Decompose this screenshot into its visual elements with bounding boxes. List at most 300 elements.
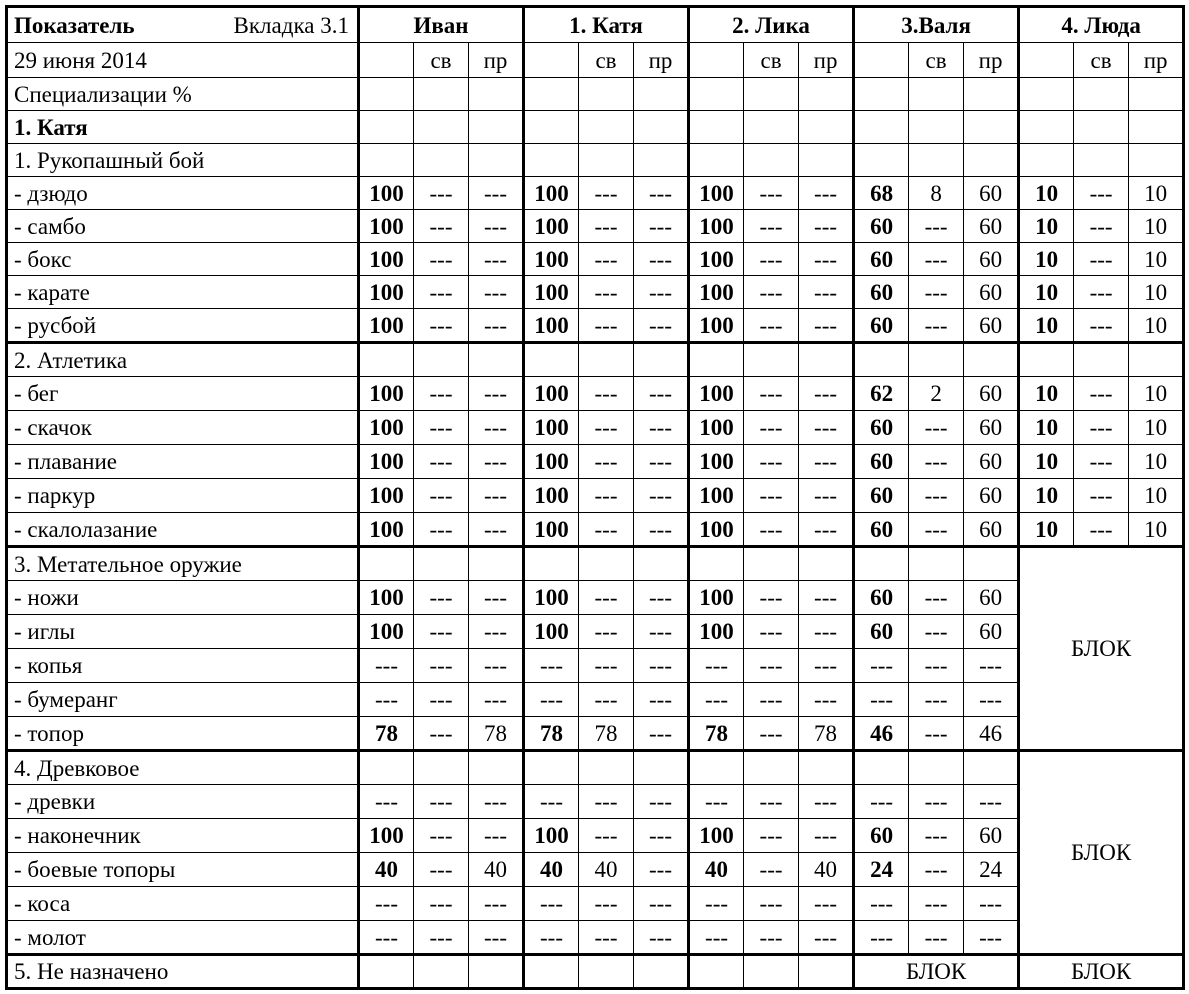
value-cell: 40 [359,853,414,887]
value-cell: 100 [524,177,579,210]
value-cell: --- [744,853,799,887]
empty-cell [469,111,524,144]
value-cell: --- [634,177,689,210]
value-cell: --- [799,785,854,819]
value-cell: --- [579,411,634,445]
value-cell: 100 [359,819,414,853]
value-cell: 40 [524,853,579,887]
empty-cell [744,955,799,989]
group-header-3: 3.Валя [854,7,1019,43]
empty-cell [469,547,524,581]
sub-header-pr: пр [1129,43,1184,78]
empty-cell [469,343,524,377]
empty-cell [854,751,909,785]
row-label: 4. Древковое [7,751,359,785]
value-cell: 10 [1129,411,1184,445]
value-cell: --- [1074,177,1129,210]
empty-cell [414,547,469,581]
value-cell: --- [744,819,799,853]
value-cell: --- [414,479,469,513]
value-cell: --- [744,445,799,479]
value-cell: --- [359,921,414,955]
value-cell: --- [414,177,469,210]
value-cell: --- [469,921,524,955]
value-cell: --- [469,177,524,210]
empty-cell [1074,343,1129,377]
value-cell: --- [744,243,799,276]
value-cell: 100 [359,513,414,547]
value-cell: 100 [359,243,414,276]
empty-cell [634,751,689,785]
value-cell: --- [579,445,634,479]
value-cell: --- [579,683,634,717]
value-cell: --- [909,411,964,445]
row-label: - скачок [7,411,359,445]
empty-cell [964,144,1019,177]
value-cell: --- [744,309,799,343]
empty-cell [744,547,799,581]
value-cell: 100 [359,309,414,343]
value-cell: --- [579,243,634,276]
row-label: - самбо [7,210,359,243]
table-row [7,581,1184,615]
value-cell: --- [1074,243,1129,276]
value-cell: 10 [1129,377,1184,411]
value-cell: --- [799,479,854,513]
value-cell: --- [634,210,689,243]
value-cell: --- [414,853,469,887]
empty-cell [524,547,579,581]
value-cell: --- [359,649,414,683]
value-cell: --- [799,513,854,547]
empty-cell [579,111,634,144]
value-cell: 60 [854,479,909,513]
table-row [7,309,1184,343]
empty-cell [414,955,469,989]
value-cell: --- [469,445,524,479]
value-cell: 10 [1129,177,1184,210]
row-label: 1. Катя [7,111,359,144]
value-cell: --- [909,445,964,479]
empty-cell [909,343,964,377]
block-cell: БЛОК [1019,547,1184,751]
row-label: 5. Не назначено [7,955,359,989]
value-cell: --- [414,309,469,343]
value-cell: --- [414,513,469,547]
sub-header-total [689,43,744,78]
value-cell: 10 [1129,210,1184,243]
row-label: - бег [7,377,359,411]
value-cell: 60 [854,411,909,445]
sub-header-total [1019,43,1074,78]
empty-cell [1074,144,1129,177]
row-label: 1. Рукопашный бой [7,144,359,177]
value-cell: --- [964,921,1019,955]
row-label: - скалолазание [7,513,359,547]
value-cell: 60 [854,615,909,649]
empty-cell [414,111,469,144]
value-cell: 60 [854,819,909,853]
empty-cell [964,78,1019,111]
empty-cell [909,751,964,785]
value-cell: --- [744,683,799,717]
value-cell: --- [634,887,689,921]
value-cell: 100 [689,210,744,243]
value-cell: --- [634,276,689,309]
empty-cell [854,547,909,581]
empty-cell [854,343,909,377]
empty-cell [799,547,854,581]
table-row [7,377,1184,411]
value-cell: --- [1074,276,1129,309]
empty-cell [524,955,579,989]
value-cell: --- [469,649,524,683]
value-cell: --- [1074,411,1129,445]
value-cell: --- [799,921,854,955]
value-cell: --- [469,377,524,411]
value-cell: 46 [964,717,1019,751]
value-cell: 60 [964,177,1019,210]
value-cell: --- [744,921,799,955]
value-cell: --- [1074,479,1129,513]
row-label: 3. Метательное оружие [7,547,359,581]
value-cell: --- [799,177,854,210]
empty-cell [414,144,469,177]
value-cell: 100 [524,581,579,615]
value-cell: --- [414,785,469,819]
sub-header-sv: св [744,43,799,78]
value-cell: 100 [359,411,414,445]
value-cell: 100 [524,411,579,445]
row-label: - молот [7,921,359,955]
value-cell: --- [909,717,964,751]
value-cell: 10 [1019,445,1074,479]
value-cell: 100 [524,819,579,853]
group-header-1: 1. Катя [524,7,689,43]
value-cell: --- [799,649,854,683]
empty-cell [1129,343,1184,377]
group-header-4: 4. Люда [1019,7,1184,43]
value-cell: 10 [1129,513,1184,547]
sub-header-sv: св [579,43,634,78]
value-cell: --- [689,785,744,819]
value-cell: 100 [524,377,579,411]
value-cell: 10 [1019,377,1074,411]
value-cell: --- [414,445,469,479]
report-date: 29 июня 2014 [7,43,359,78]
empty-cell [689,343,744,377]
sub-header-pr: пр [964,43,1019,78]
value-cell: 10 [1129,479,1184,513]
value-cell: 10 [1129,445,1184,479]
empty-cell [909,111,964,144]
value-cell: 60 [964,445,1019,479]
value-cell: --- [579,309,634,343]
value-cell: 60 [854,309,909,343]
table-row [7,853,1184,887]
row-label: - топор [7,717,359,751]
value-cell: 60 [854,210,909,243]
value-cell: --- [469,276,524,309]
value-cell: --- [854,785,909,819]
table-row [7,615,1184,649]
empty-cell [579,547,634,581]
value-cell: 60 [854,243,909,276]
value-cell: 78 [799,717,854,751]
value-cell: 100 [689,445,744,479]
value-cell: --- [359,887,414,921]
value-cell: --- [359,683,414,717]
value-cell: 100 [359,276,414,309]
value-cell: --- [744,615,799,649]
empty-cell [579,343,634,377]
value-cell: 8 [909,177,964,210]
value-cell: --- [634,479,689,513]
value-cell: --- [579,581,634,615]
value-cell: --- [799,615,854,649]
table-row [7,177,1184,210]
value-cell: --- [414,717,469,751]
value-cell: --- [744,717,799,751]
empty-cell [744,111,799,144]
empty-cell [909,547,964,581]
empty-cell [469,751,524,785]
value-cell: --- [744,177,799,210]
table-row [7,785,1184,819]
value-cell: 60 [964,377,1019,411]
value-cell: --- [964,785,1019,819]
value-cell: 100 [359,581,414,615]
value-cell: --- [634,819,689,853]
value-cell: 10 [1019,479,1074,513]
empty-cell [689,751,744,785]
empty-cell [634,111,689,144]
value-cell: --- [964,649,1019,683]
value-cell: --- [469,513,524,547]
empty-cell [964,547,1019,581]
empty-cell [1019,144,1074,177]
value-cell: --- [1074,377,1129,411]
value-cell: --- [799,309,854,343]
value-cell: --- [909,309,964,343]
table-row [7,411,1184,445]
sub-header-sv: св [1074,43,1129,78]
empty-cell [524,751,579,785]
table-row [7,513,1184,547]
empty-cell [744,751,799,785]
empty-cell [799,78,854,111]
value-cell: --- [744,276,799,309]
empty-cell [799,955,854,989]
value-cell: --- [579,615,634,649]
value-cell: 60 [964,819,1019,853]
value-cell: --- [579,785,634,819]
value-cell: 2 [909,377,964,411]
empty-cell [469,955,524,989]
empty-cell [359,78,414,111]
value-cell: 78 [469,717,524,751]
value-cell: --- [744,887,799,921]
value-cell: 100 [689,276,744,309]
group-header-2: 2. Лика [689,7,854,43]
value-cell: 10 [1019,177,1074,210]
value-cell: --- [634,683,689,717]
table-row [7,343,1184,377]
value-cell: 100 [524,309,579,343]
value-cell: 62 [854,377,909,411]
value-cell: --- [799,445,854,479]
empty-cell [579,955,634,989]
value-cell: --- [689,887,744,921]
value-cell: --- [854,649,909,683]
value-cell: --- [964,683,1019,717]
value-cell: 10 [1129,243,1184,276]
empty-cell [1129,111,1184,144]
empty-cell [689,78,744,111]
row-label: - древки [7,785,359,819]
empty-cell [359,144,414,177]
empty-cell [799,751,854,785]
empty-cell [414,343,469,377]
value-cell: --- [414,210,469,243]
table-row [7,819,1184,853]
value-cell: --- [909,513,964,547]
value-cell: 78 [689,717,744,751]
empty-cell [854,111,909,144]
empty-cell [359,547,414,581]
tab-label: Вкладка 3.1 [233,12,349,38]
indicator-label: Показатель [14,12,135,38]
value-cell: 60 [854,581,909,615]
value-cell: --- [964,887,1019,921]
value-cell: --- [854,921,909,955]
value-cell: 78 [579,717,634,751]
value-cell: 24 [854,853,909,887]
row-label: - копья [7,649,359,683]
value-cell: 100 [689,581,744,615]
value-cell: --- [579,513,634,547]
value-cell: --- [799,243,854,276]
table-row [7,78,1184,111]
empty-cell [414,78,469,111]
value-cell: --- [469,615,524,649]
empty-cell [359,955,414,989]
row-label: - плавание [7,445,359,479]
value-cell: 78 [524,717,579,751]
value-cell: --- [909,887,964,921]
empty-cell [964,751,1019,785]
value-cell: --- [634,921,689,955]
value-cell: --- [909,853,964,887]
value-cell: 40 [579,853,634,887]
empty-cell [634,547,689,581]
value-cell: --- [909,615,964,649]
value-cell: --- [634,243,689,276]
value-cell: --- [634,411,689,445]
empty-cell [909,78,964,111]
value-cell: --- [1074,513,1129,547]
value-cell: 40 [469,853,524,887]
value-cell: 100 [359,615,414,649]
value-cell: 100 [359,445,414,479]
empty-cell [524,78,579,111]
value-cell: --- [414,887,469,921]
value-cell: 100 [689,243,744,276]
value-cell: --- [1074,445,1129,479]
value-cell: --- [689,921,744,955]
value-cell: 10 [1019,411,1074,445]
value-cell: --- [909,581,964,615]
value-cell: --- [579,479,634,513]
row-label: - карате [7,276,359,309]
value-cell: 100 [524,513,579,547]
value-cell: --- [579,177,634,210]
value-cell: --- [799,887,854,921]
value-cell: --- [1074,309,1129,343]
table-row [7,955,1184,989]
value-cell: --- [579,210,634,243]
row-label: Специализации % [7,78,359,111]
value-cell: --- [909,210,964,243]
row-label: - бумеранг [7,683,359,717]
value-cell: --- [469,683,524,717]
value-cell: --- [1074,210,1129,243]
table-row [7,921,1184,955]
value-cell: 100 [689,479,744,513]
value-cell: 10 [1019,309,1074,343]
empty-cell [359,751,414,785]
value-cell: --- [524,785,579,819]
value-cell: --- [414,377,469,411]
row-label: - русбой [7,309,359,343]
value-cell: --- [909,479,964,513]
table-row [7,243,1184,276]
empty-cell [854,78,909,111]
value-cell: --- [524,649,579,683]
value-cell: 100 [689,309,744,343]
value-cell: --- [469,819,524,853]
empty-cell [964,111,1019,144]
report-table [5,5,1185,990]
value-cell: 46 [854,717,909,751]
value-cell: --- [909,921,964,955]
value-cell: 10 [1019,210,1074,243]
value-cell: 100 [359,210,414,243]
value-cell: 100 [689,377,744,411]
value-cell: --- [799,819,854,853]
value-cell: 10 [1129,309,1184,343]
sub-header-sv: св [414,43,469,78]
value-cell: 100 [524,479,579,513]
value-cell: --- [854,683,909,717]
table-row [7,276,1184,309]
value-cell: 100 [524,276,579,309]
block-cell: БЛОК [1019,751,1184,955]
value-cell: --- [414,683,469,717]
value-cell: 60 [964,411,1019,445]
value-cell: --- [524,887,579,921]
value-cell: 100 [689,177,744,210]
value-cell: --- [414,581,469,615]
value-cell: --- [744,479,799,513]
value-cell: 60 [964,276,1019,309]
empty-cell [799,111,854,144]
value-cell: --- [634,445,689,479]
value-cell: --- [469,210,524,243]
value-cell: 60 [964,309,1019,343]
value-cell: --- [414,921,469,955]
value-cell: 100 [524,210,579,243]
